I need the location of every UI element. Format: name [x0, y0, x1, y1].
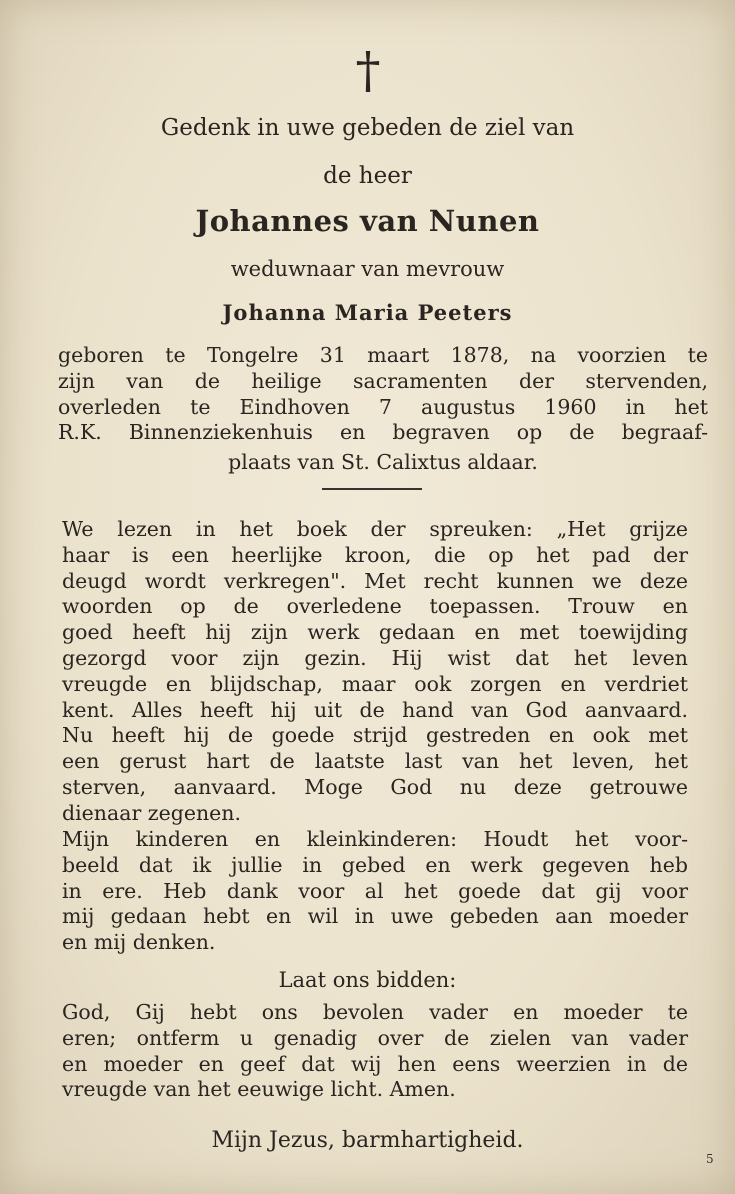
text-line: gezorgd voor zijn gezin. Hij wist dat het leven — [62, 645, 688, 670]
divider — [322, 488, 422, 490]
text-line: beeld dat ik jullie in gebed en werk gegeven heb — [62, 852, 688, 877]
text-line: eren; ontferm u genadig over de zielen van vader — [62, 1025, 688, 1050]
title-prefix: de heer — [323, 163, 412, 189]
intro-line: Gedenk in uwe gebeden de ziel van — [160, 115, 575, 141]
text-line: We lezen in het boek der spreuken: „Het grijze — [62, 517, 688, 541]
bio-line: overleden te Eindhoven 7 augustus 1960 in het — [58, 394, 708, 419]
text-line: woorden op de overledene toepassen. Trouw en — [62, 594, 688, 619]
prayer-text — [62, 1000, 688, 1103]
paragraph-children — [62, 827, 688, 956]
closing-invocation: Mijn Jezus, barmhartigheid. — [211, 1128, 524, 1153]
deceased-name: Johannes van Nunen — [195, 204, 540, 238]
bio-line: zijn van de heilige sacramenten der stervenden, — [58, 368, 708, 393]
text-line: een gerust hart de laatste last van het leven, het — [62, 749, 688, 774]
prayer-title: Laat ons bidden: — [278, 968, 457, 992]
relation-line: weduwnaar van mevrouw — [230, 257, 505, 281]
text-line: kent. Alles heeft hij uit de hand van God aanvaard. — [62, 697, 688, 722]
text-line: Nu heeft hij de goede strijd gestreden en ook met — [62, 723, 688, 748]
text-line: goed heeft hij zijn werk gedaan en met toewijding — [62, 620, 688, 645]
paragraph-proverbs — [62, 517, 688, 827]
text-line: deugd wordt verkregen". Met recht kunnen we deze — [62, 568, 688, 593]
text-line: Mijn kinderen en kleinkinderen: Houdt het voor- — [62, 827, 688, 851]
bio-line-last: plaats van St. Calixtus aldaar. — [228, 450, 538, 474]
text-line: en moeder en geef dat wij hen eens weerzien in de — [62, 1051, 688, 1076]
text-line: dienaar zegenen. — [62, 800, 242, 825]
text-line: in ere. Heb dank voor al het goede dat gij voor — [62, 878, 688, 903]
text-line: mij gedaan hebt en wil in uwe gebeden aan moeder — [62, 904, 688, 929]
bio-line: geboren te Tongelre 31 maart 1878, na voorzien te — [58, 343, 708, 367]
text-line: en mij denken. — [62, 930, 216, 955]
text-line: haar is een heerlijke kroon, die op het pad der — [62, 542, 688, 567]
text-line: vreugde van het eeuwige licht. Amen. — [62, 1077, 456, 1102]
text-line: sterven, aanvaard. Moge God nu deze getrouwe — [62, 774, 688, 799]
bio-line: R.K. Binnenziekenhuis en begraven op de begraaf- — [58, 420, 708, 445]
biography — [58, 343, 708, 446]
corner-mark: 5 — [706, 1152, 714, 1166]
spouse-name: Johanna Maria Peeters — [222, 300, 513, 325]
text-line: vreugde en blijdschap, maar ook zorgen en verdriet — [62, 671, 688, 696]
latin-cross-icon: † — [355, 41, 381, 99]
text-line: God, Gij hebt ons bevolen vader en moeder te — [62, 1000, 688, 1024]
